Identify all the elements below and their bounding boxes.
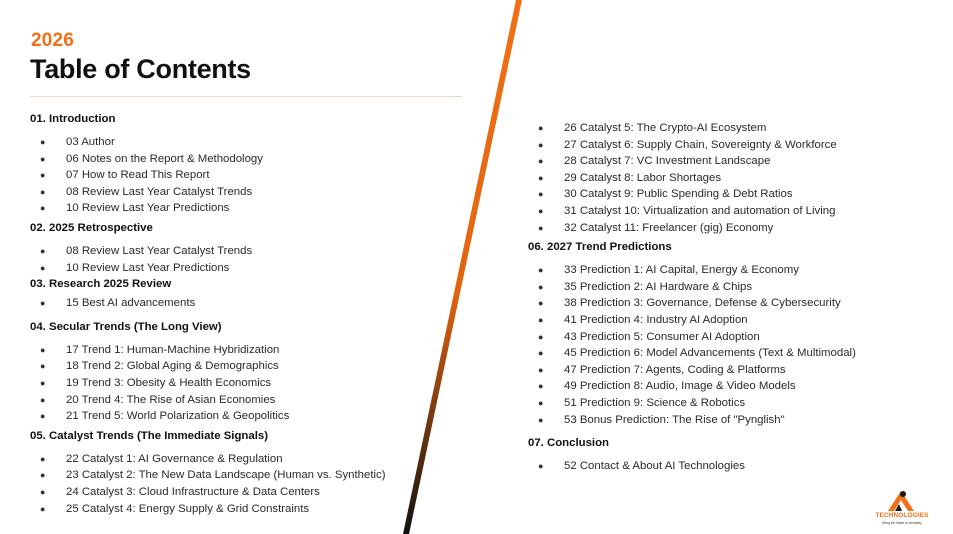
bullet-icon: ● bbox=[538, 205, 544, 216]
bullet-icon: ● bbox=[538, 172, 544, 183]
bullet-icon: ● bbox=[40, 203, 46, 214]
toc-item[interactable]: ● 41 Prediction 4: Industry AI Adoption bbox=[528, 312, 928, 329]
bullet-icon: ● bbox=[538, 281, 544, 292]
bullet-icon: ● bbox=[40, 394, 46, 405]
section-list-catalyst-trends bbox=[30, 451, 430, 517]
toc-item[interactable]: ● 32 Catalyst 11: Freelancer (gig) Economy bbox=[528, 220, 928, 237]
toc-item[interactable]: ● 27 Catalyst 6: Supply Chain, Sovereignty & Workforce bbox=[528, 137, 928, 154]
toc-item[interactable]: ● 19 Trend 3: Obesity & Health Economics bbox=[30, 375, 430, 392]
toc-item[interactable]: ● 10 Review Last Year Predictions bbox=[30, 260, 430, 277]
section-heading-predictions[interactable]: 06. 2027 Trend Predictions bbox=[528, 241, 672, 254]
toc-item[interactable]: ● 38 Prediction 3: Governance, Defense & Cybersecurity bbox=[528, 295, 928, 312]
title-divider bbox=[30, 96, 462, 97]
bullet-icon: ● bbox=[538, 123, 544, 133]
bullet-icon: ● bbox=[538, 331, 544, 342]
bullet-icon: ● bbox=[538, 461, 544, 472]
bullet-icon: ● bbox=[40, 411, 46, 422]
section-heading-research-review[interactable]: 03. Research 2025 Review bbox=[30, 278, 172, 291]
toc-item[interactable]: ● 07 How to Read This Report bbox=[30, 167, 430, 184]
bullet-icon: ● bbox=[538, 364, 544, 375]
bullet-icon: ● bbox=[538, 397, 544, 408]
logo-tagline: Bring the future to humanity bbox=[882, 521, 922, 525]
bullet-icon: ● bbox=[538, 298, 544, 309]
page-title: Table of Contents bbox=[30, 54, 251, 84]
toc-item[interactable]: ● 43 Prediction 5: Consumer AI Adoption bbox=[528, 329, 928, 346]
toc-left-column bbox=[30, 111, 430, 517]
bullet-icon: ● bbox=[40, 245, 46, 256]
toc-item[interactable]: ● 18 Trend 2: Global Aging & Demographics bbox=[30, 358, 430, 375]
section-heading-introduction[interactable]: 01. Introduction bbox=[30, 113, 116, 125]
section-list-conclusion bbox=[528, 458, 928, 475]
toc-item[interactable]: ● 51 Prediction 9: Science & Robotics bbox=[528, 395, 928, 412]
bullet-icon: ● bbox=[538, 265, 544, 276]
toc-item[interactable]: ● 25 Catalyst 4: Energy Supply & Grid Constraints bbox=[30, 501, 430, 518]
bullet-icon: ● bbox=[538, 348, 544, 359]
toc-item[interactable]: ● 33 Prediction 1: AI Capital, Energy & Economy bbox=[528, 262, 928, 279]
section-heading-catalyst-trends[interactable]: 05. Catalyst Trends (The Immediate Signals) bbox=[30, 429, 269, 442]
bullet-icon: ● bbox=[40, 486, 46, 497]
bullet-icon: ● bbox=[538, 156, 544, 167]
toc-item[interactable]: ● 21 Trend 5: World Polarization & Geopolitics bbox=[30, 408, 430, 425]
bullet-icon: ● bbox=[538, 222, 544, 233]
toc-item[interactable]: ● 15 Best AI advancements bbox=[30, 295, 430, 312]
bullet-icon: ● bbox=[538, 189, 544, 200]
toc-item[interactable]: ● 10 Review Last Year Predictions bbox=[30, 200, 430, 217]
bullet-icon: ● bbox=[40, 377, 46, 388]
toc-item[interactable]: ● 17 Trend 1: Human-Machine Hybridization bbox=[30, 342, 430, 359]
bullet-icon: ● bbox=[538, 414, 544, 425]
toc-item[interactable]: ● 53 Bonus Prediction: The Rise of "Pynglish" bbox=[528, 412, 928, 429]
bullet-icon: ● bbox=[40, 262, 46, 273]
toc-item[interactable]: ● 20 Trend 4: The Rise of Asian Economies bbox=[30, 392, 430, 409]
toc-item[interactable]: ● 23 Catalyst 2: The New Data Landscape (Human vs. Synthetic) bbox=[30, 467, 430, 484]
section-list-research-review bbox=[30, 295, 430, 312]
toc-item[interactable]: ● 08 Review Last Year Catalyst Trends bbox=[30, 184, 430, 201]
bullet-icon: ● bbox=[538, 314, 544, 325]
section-list-catalyst-trends-continued bbox=[528, 120, 928, 236]
bullet-icon: ● bbox=[40, 186, 46, 197]
bullet-icon: ● bbox=[40, 298, 46, 309]
toc-item[interactable]: ● 22 Catalyst 1: AI Governance & Regulation bbox=[30, 451, 430, 468]
section-list-retrospective bbox=[30, 243, 430, 276]
section-list-introduction bbox=[30, 134, 430, 217]
bullet-icon: ● bbox=[538, 381, 544, 392]
section-heading-secular-trends[interactable]: 04. Secular Trends (The Long View) bbox=[30, 320, 222, 333]
toc-item[interactable]: ● 49 Prediction 8: Audio, Image & Video Models bbox=[528, 378, 928, 395]
bullet-icon: ● bbox=[40, 453, 46, 464]
company-logo bbox=[866, 488, 938, 530]
logo-name: TECHNOLOGIES bbox=[875, 512, 929, 519]
toc-item[interactable]: ● 31 Catalyst 10: Virtualization and automation of Living bbox=[528, 203, 928, 220]
logo-mark-icon bbox=[886, 488, 916, 512]
bullet-icon: ● bbox=[40, 470, 46, 481]
toc-item[interactable]: ● 08 Review Last Year Catalyst Trends bbox=[30, 243, 430, 260]
toc-item[interactable]: ● 35 Prediction 2: AI Hardware & Chips bbox=[528, 279, 928, 296]
toc-item[interactable]: ● 29 Catalyst 8: Labor Shortages bbox=[528, 170, 928, 187]
bullet-icon: ● bbox=[538, 139, 544, 150]
section-list-predictions bbox=[528, 262, 928, 428]
bullet-icon: ● bbox=[40, 153, 46, 164]
toc-item[interactable]: ● 06 Notes on the Report & Methodology bbox=[30, 151, 430, 168]
toc-right-column bbox=[528, 120, 928, 475]
toc-item[interactable]: ● 03 Author bbox=[30, 134, 430, 151]
toc-item[interactable]: ● 26 Catalyst 5: The Crypto-AI Ecosystem bbox=[528, 120, 928, 137]
bullet-icon: ● bbox=[40, 503, 46, 514]
section-heading-conclusion[interactable]: 07. Conclusion bbox=[528, 437, 610, 450]
bullet-icon: ● bbox=[40, 361, 46, 372]
section-heading-retrospective[interactable]: 02. 2025 Retrospective bbox=[30, 221, 153, 234]
report-year: 2026 bbox=[31, 30, 75, 51]
bullet-icon: ● bbox=[40, 170, 46, 181]
toc-item[interactable]: ● 45 Prediction 6: Model Advancements (Text & Multimodal) bbox=[528, 345, 928, 362]
toc-item[interactable]: ● 24 Catalyst 3: Cloud Infrastructure & Data Centers bbox=[30, 484, 430, 501]
bullet-icon: ● bbox=[40, 137, 46, 147]
section-list-secular-trends bbox=[30, 342, 430, 425]
bullet-icon: ● bbox=[40, 344, 46, 355]
toc-item[interactable]: ● 52 Contact & About AI Technologies bbox=[528, 458, 928, 475]
toc-item[interactable]: ● 47 Prediction 7: Agents, Coding & Platforms bbox=[528, 362, 928, 379]
toc-item[interactable]: ● 30 Catalyst 9: Public Spending & Debt Ratios bbox=[528, 186, 928, 203]
toc-item[interactable]: ● 28 Catalyst 7: VC Investment Landscape bbox=[528, 153, 928, 170]
